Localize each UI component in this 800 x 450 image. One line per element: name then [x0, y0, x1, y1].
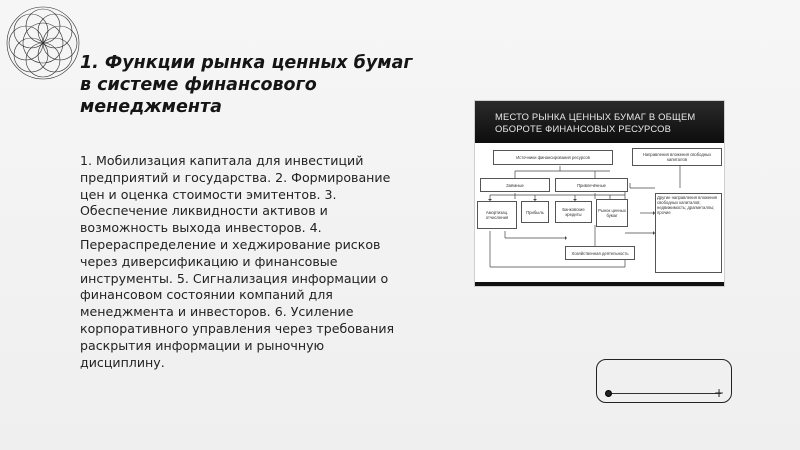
slide-body-text: 1. Мобилизация капитала для инвестиций предприятий и государства. 2. Формирование цен и оценка стоимости эмитентов. 3. Обеспечение ликвидности активов и возможность выхода инвесторов. 4. Перераспределение и хеджирование рисков через диверсификацию и финансовые инструменты. 5. Сигнализация информации о финансовом состоянии компаний для менеджмента и инвесторов. 6. Усиление корпоративного управления через требования раскрытия информации и рыночную дисциплину. — [80, 153, 395, 370]
diagram-body — [475, 143, 725, 287]
diagram-node-bank-credits: Банковские кредиты — [555, 201, 592, 223]
diagram-node-borrowed: Заёмные — [480, 178, 550, 192]
diagram-node-securities-market: Рынок ценных бумаг — [596, 199, 628, 227]
diagram-node-attracted: Привлечённые — [555, 178, 628, 192]
slider-knob-icon[interactable] — [605, 390, 612, 397]
diagram-header — [475, 101, 725, 143]
slider-control-frame[interactable] — [596, 359, 732, 403]
diagram-node-depreciation: Амортизац. отчисления — [477, 201, 517, 229]
slide-title: 1. Функции рынка ценных бумаг в системе финансового менеджмента — [80, 53, 413, 117]
plus-icon[interactable]: + — [714, 386, 725, 400]
diagram-node-profit: Прибыль — [521, 201, 549, 223]
diagram-footer-bar — [475, 282, 725, 286]
slider-track[interactable] — [609, 393, 721, 394]
diagram-title: МЕСТО РЫНКА ЦЕННЫХ БУМАГ В ОБЩЕМ ОБОРОТЕ ФИНАНСОВЫХ РЕСУРСОВ — [495, 111, 696, 134]
diagram-figure — [474, 100, 725, 287]
diagram-node-economic-activity: Хозяйственная деятельность — [565, 246, 635, 260]
circular-ornament-icon — [4, 4, 82, 82]
diagram-node-sources: Источники финансирования ресурсов — [493, 150, 613, 165]
diagram-node-directions: Направления вложения свободных капиталов — [632, 148, 722, 166]
diagram-node-other-investments: Другие направления вложения свободных капиталов; недвижимость; драгметаллы; прочие — [655, 193, 722, 273]
